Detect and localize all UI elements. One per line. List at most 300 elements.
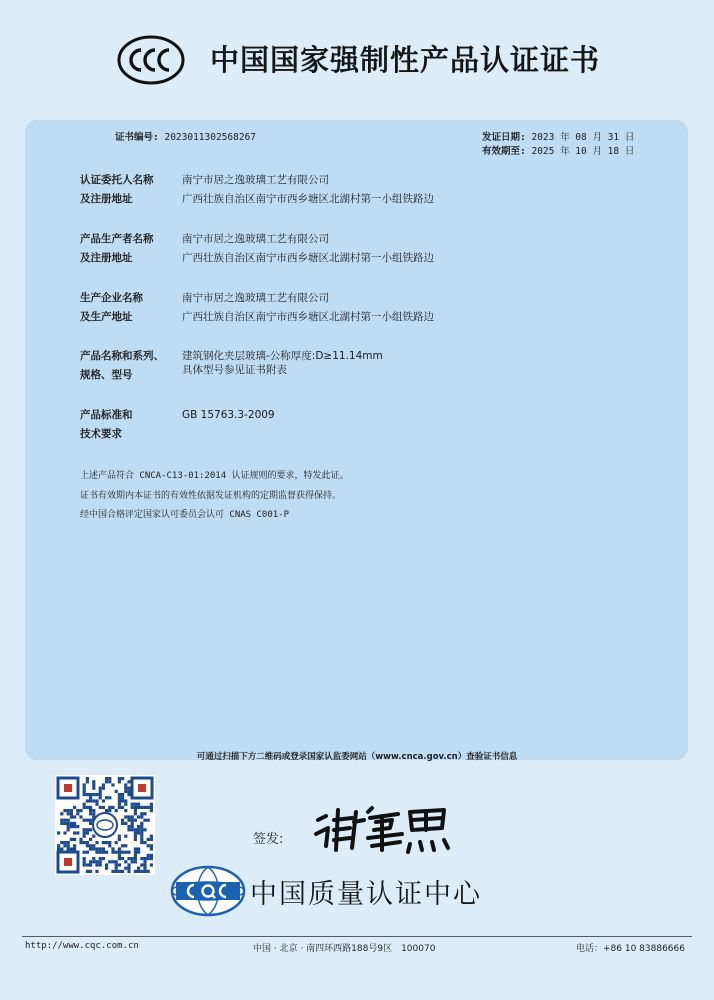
qr-module [134,838,137,841]
qr-module [131,822,134,825]
qr-module [95,799,98,802]
qr-module [76,812,79,815]
qr-module [134,870,137,873]
qr-module [131,857,134,860]
qr-module [127,863,130,866]
qr-module [92,793,95,796]
qr-module [95,863,98,866]
field-value: 南宁市居之逸玻璃工艺有限公司 [182,292,329,304]
qr-module [147,806,150,809]
qr-module [73,844,76,847]
qr-module [73,838,76,841]
qr-module [118,863,121,866]
qr-module [108,806,111,809]
field-label: 产品名称和系列、 [80,350,164,362]
qr-module [105,867,108,870]
expiry-date-value: 2025 年 10 月 18 日 [531,146,635,157]
qr-module [124,790,127,793]
qr-module [89,844,92,847]
qr-module [140,831,143,834]
qr-module [105,796,108,799]
qr-module [140,828,143,831]
qr-module [118,870,121,873]
field-label: 及注册地址 [80,193,133,205]
qr-module [102,783,105,786]
qr-module [147,819,150,822]
qr-module [127,825,130,828]
qr-module [67,828,70,831]
qr-module [121,851,124,854]
qr-module [57,831,60,834]
qr-module [147,838,150,841]
qr-module [150,803,153,806]
qr-module [127,857,130,860]
qr-module [76,831,79,834]
qr-module [137,851,140,854]
qr-module [124,851,127,854]
qr-module [134,806,137,809]
qr-module [102,799,105,802]
qr-module [143,841,146,844]
qr-module [124,783,127,786]
qr-module [92,847,95,850]
qr-module [83,863,86,866]
qr-module [118,777,121,780]
qr-module [67,847,70,850]
qr-module [99,790,102,793]
qr-module [89,819,92,822]
qr-module [118,806,121,809]
footer-website[interactable]: http://www.cqc.com.cn [25,941,139,951]
qr-module [127,790,130,793]
qr-module [102,857,105,860]
qr-module [99,851,102,854]
qr-module [57,847,60,850]
qr-module [105,777,108,780]
certificate-number-label: 证书编号: [115,132,159,143]
qr-module [143,819,146,822]
qr-module [73,825,76,828]
issuer-name: 中国质量认证中心 [250,879,482,910]
qr-module [127,780,130,783]
qr-module [121,857,124,860]
qr-module [89,860,92,863]
qr-module [92,844,95,847]
qr-module [137,815,140,818]
qr-module [79,841,82,844]
qr-module [131,860,134,863]
qr-module [147,857,150,860]
qr-module [76,825,79,828]
qr-module [86,841,89,844]
qr-module [111,783,114,786]
qr-module [143,857,146,860]
qr-module [118,851,121,854]
qr-code-icon[interactable] [55,775,155,875]
qr-module [70,847,73,850]
qr-module [92,835,95,838]
qr-module [83,783,86,786]
qr-module [86,777,89,780]
qr-module [137,847,140,850]
qr-module [127,851,130,854]
qr-module [95,841,98,844]
qr-module [60,847,63,850]
qr-module [108,777,111,780]
qr-module [118,835,121,838]
qr-module [92,857,95,860]
qr-module [121,822,124,825]
qr-module [99,863,102,866]
statement-text: 上述产品符合 CNCA-C13-01:2014 认证规则的要求，特发此证。 [80,471,349,481]
expiry-date [482,143,634,157]
qr-module [89,812,92,815]
qr-module [140,841,143,844]
qr-module [124,835,127,838]
qr-module [134,857,137,860]
qr-module [89,799,92,802]
qr-module [83,787,86,790]
qr-module [150,806,153,809]
qr-module [127,793,130,796]
qr-module [67,844,70,847]
qr-module [83,828,86,831]
qr-module [92,787,95,790]
qr-module [137,867,140,870]
field-value: 广西壮族自治区南宁市西乡塘区北湖村第一小组铁路边 [182,193,434,205]
qr-module [140,822,143,825]
qr-module [83,857,86,860]
statement-text: 证书有效期内本证书的有效性依据发证机构的定期监督获得保持。 [80,491,342,501]
footer-phone: 电话：+86 10 83886666 [576,944,685,954]
qr-module [63,819,66,822]
qr-module [140,806,143,809]
qr-module [150,857,153,860]
qr-module [108,844,111,847]
qr-module [102,851,105,854]
qr-module [95,851,98,854]
qr-module [140,812,143,815]
qr-module [63,844,66,847]
qr-module [118,796,121,799]
qr-module [131,828,134,831]
qr-module [127,870,130,873]
qr-module [140,815,143,818]
qr-module [124,809,127,812]
qr-module [108,860,111,863]
qr-module [134,860,137,863]
qr-module [147,844,150,847]
qr-module [83,803,86,806]
qr-module [127,867,130,870]
qr-module [111,806,114,809]
qr-module [108,780,111,783]
qr-module [83,831,86,834]
qr-module [89,838,92,841]
qr-module [121,819,124,822]
qr-module [70,822,73,825]
qr-module [137,831,140,834]
qr-module [70,825,73,828]
field-label: 规格、型号 [80,369,133,381]
issue-date-value: 2023 年 08 月 31 日 [531,132,635,143]
certificate-title: 中国国家强制性产品认证证书 [210,43,601,77]
field-label: 及生产地址 [80,311,133,323]
certificate-number [115,129,256,143]
qr-module [111,860,114,863]
qr-module [134,803,137,806]
qr-module [118,838,121,841]
qr-module [124,867,127,870]
qr-module [79,815,82,818]
qr-module [140,870,143,873]
qr-module [102,787,105,790]
qr-module [73,847,76,850]
qr-module [147,870,150,873]
qr-module [92,783,95,786]
qr-module [140,835,143,838]
qr-module [70,809,73,812]
qr-module [150,847,153,850]
qr-module [99,857,102,860]
qr-module [131,825,134,828]
qr-module [95,803,98,806]
issue-date-label: 发证日期: [482,132,526,143]
qr-module [143,867,146,870]
qr-module [150,863,153,866]
qr-module [73,806,76,809]
field-value: 具体型号参见证书附表 [182,364,287,376]
field-value: 南宁市居之逸玻璃工艺有限公司 [182,233,329,245]
qr-module [67,822,70,825]
qr-module [134,854,137,857]
field-value: 建筑钢化夹层玻璃-公称厚度:D≥11.14mm [182,350,383,362]
qr-module [92,799,95,802]
qr-module [83,819,86,822]
qr-module [60,812,63,815]
qr-module [79,838,82,841]
field-label: 产品生产者名称 [80,233,154,245]
qr-module [121,844,124,847]
qr-module [86,863,89,866]
field-label: 生产企业名称 [80,292,143,304]
qr-module [115,867,118,870]
verification-note: 可通过扫描下方二维码或登录国家认监委网站（www.cnca.gov.cn）查验证书信息 [196,752,518,762]
qr-module [60,819,63,822]
field-label: 及注册地址 [80,252,133,264]
qr-module [73,822,76,825]
qr-module [89,822,92,825]
qr-module [127,787,130,790]
qr-module [134,851,137,854]
cqc-logo-icon [170,865,246,917]
qr-module [134,835,137,838]
qr-module [99,793,102,796]
qr-module [150,809,153,812]
qr-module [79,809,82,812]
qr-module [121,777,124,780]
footer-address: 中国 · 北京 · 南四环西路188号9区 100070 [253,944,436,954]
qr-module [140,838,143,841]
footer-divider [22,936,692,937]
qr-module [118,847,121,850]
certificate-panel [25,120,688,760]
qr-module [57,844,60,847]
qr-module [150,835,153,838]
qr-module [86,780,89,783]
qr-module [118,803,121,806]
qr-module [131,819,134,822]
qr-module [143,812,146,815]
handwritten-signature [312,798,452,858]
qr-module [134,828,137,831]
qr-module [89,863,92,866]
qr-module [86,870,89,873]
qr-module [86,844,89,847]
qr-module [60,841,63,844]
qr-module [143,863,146,866]
qr-module [95,793,98,796]
qr-module [99,796,102,799]
qr-module [108,809,111,812]
qr-module [124,815,127,818]
expiry-date-label: 有效期至: [482,146,526,157]
qr-module [60,822,63,825]
qr-module [150,854,153,857]
qr-module [124,787,127,790]
qr-module [89,847,92,850]
qr-module [131,806,134,809]
qr-module [95,847,98,850]
qr-module [63,809,66,812]
qr-module [105,809,108,812]
certificate-header [0,0,714,120]
qr-module [111,870,114,873]
qr-module [105,780,108,783]
qr-module [102,841,105,844]
qr-module [95,860,98,863]
qr-module [67,825,70,828]
qr-module [70,838,73,841]
qr-module [127,828,130,831]
qr-module [118,780,121,783]
qr-module [118,857,121,860]
qr-module [137,825,140,828]
qr-module [143,870,146,873]
qr-module [127,819,130,822]
qr-module [86,828,89,831]
qr-module [124,844,127,847]
qr-module [83,806,86,809]
qr-module [105,841,108,844]
qr-module [73,815,76,818]
qr-module [111,851,114,854]
qr-module [86,831,89,834]
qr-module [111,847,114,850]
qr-module [67,841,70,844]
qr-module [83,835,86,838]
qr-module [134,809,137,812]
qr-module [134,819,137,822]
qr-module [140,857,143,860]
qr-module [83,793,86,796]
qr-module [143,806,146,809]
qr-module [89,796,92,799]
qr-module [137,803,140,806]
qr-module [124,803,127,806]
field-value: 广西壮族自治区南宁市西乡塘区北湖村第一小组铁路边 [182,311,434,323]
qr-module [150,844,153,847]
qr-module [86,819,89,822]
qr-module [134,812,137,815]
qr-module [124,799,127,802]
ccc-logo-icon [117,34,185,86]
qr-module [63,831,66,834]
qr-module [83,851,86,854]
qr-module [102,847,105,850]
qr-module [63,841,66,844]
qr-module [131,815,134,818]
statement-text: 经中国合格评定国家认可委员会认可 CNAS C001-P [80,510,290,520]
qr-module [67,819,70,822]
qr-module [150,838,153,841]
qr-module [105,863,108,866]
qr-module [115,809,118,812]
qr-module [70,812,73,815]
qr-module [86,806,89,809]
qr-module [99,806,102,809]
qr-module [124,860,127,863]
qr-module [137,806,140,809]
qr-module [140,825,143,828]
field-value: 广西壮族自治区南宁市西乡塘区北湖村第一小组铁路边 [182,252,434,264]
qr-module [137,870,140,873]
field-label: 认证委托人名称 [80,174,154,186]
qr-module [140,863,143,866]
qr-module [92,809,95,812]
qr-module [86,799,89,802]
qr-module [63,822,66,825]
qr-module [108,841,111,844]
qr-module [76,809,79,812]
qr-module [105,851,108,854]
qr-module [118,799,121,802]
qr-module [108,796,111,799]
qr-module [92,812,95,815]
field-value: 南宁市居之逸玻璃工艺有限公司 [182,174,329,186]
qr-module [89,806,92,809]
certificate-number-value: 2023011302568267 [164,132,256,143]
issue-date [482,129,634,143]
qr-module [95,870,98,873]
qr-module [89,793,92,796]
qr-module [121,799,124,802]
qr-module [67,809,70,812]
qr-module [89,870,92,873]
qr-module [118,793,121,796]
field-label: 产品标准和 [80,409,133,421]
qr-module [86,793,89,796]
qr-module [115,790,118,793]
field-label: 技术要求 [80,428,122,440]
qr-module [86,851,89,854]
qr-module [83,841,86,844]
qr-module [115,851,118,854]
qr-module [67,812,70,815]
qr-module [115,870,118,873]
qr-module [121,796,124,799]
qr-module [115,860,118,863]
